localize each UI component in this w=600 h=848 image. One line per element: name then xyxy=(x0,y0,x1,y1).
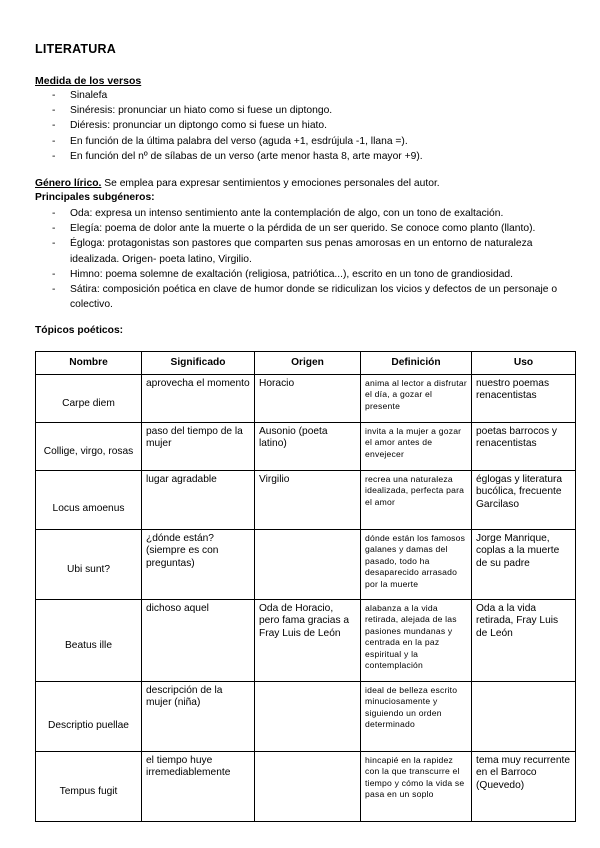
cell-definition: ideal de belleza escrito minuciosamente y siguiendo un orden determinado xyxy=(361,682,472,752)
metrics-heading: Medida de los versos xyxy=(35,75,142,87)
table-header-row xyxy=(36,352,576,375)
cell-definition: dónde están los famosos galanes y damas del pasado, todo ha desaparecido arrasado por la muerte xyxy=(361,530,472,600)
cell-name: Carpe diem xyxy=(36,375,142,423)
list-item: - En función del nº de sílabas de un verso (arte menor hasta 8, arte mayor +9). xyxy=(35,149,423,164)
cell-definition: anima al lector a disfrutar el día, a gozar el presente xyxy=(361,375,472,423)
cell-name: Locus amoenus xyxy=(36,471,142,530)
list-item: - Sinalefa xyxy=(35,88,423,103)
cell-use xyxy=(472,682,576,752)
table-row xyxy=(36,471,576,530)
cell-use: tema muy recurrente en el Barroco (Quevedo) xyxy=(472,752,576,822)
topics-heading: Tópicos poéticos: xyxy=(35,325,124,336)
list-item: - Himno: poema solemne de exaltación (religiosa, patriótica...), escrito en un tono de grandiosidad. xyxy=(35,267,575,282)
cell-name: Descriptio puellae xyxy=(36,682,142,752)
cell-origin: Oda de Horacio, pero fama gracias a Fray Luis de León xyxy=(255,600,361,682)
page-title: LITERATURA xyxy=(35,42,116,56)
column-header: Definición xyxy=(361,352,472,375)
cell-definition: alabanza a la vida retirada, alejada de las pasiones mundanas y centrada en la paz espiritual y la contemplación xyxy=(361,600,472,682)
cell-meaning: aprovecha el momento xyxy=(142,375,255,423)
cell-name: Beatus ille xyxy=(36,600,142,682)
topics-table xyxy=(35,351,576,822)
table-row xyxy=(36,375,576,423)
lyric-intro xyxy=(35,178,440,189)
cell-name: Ubi sunt? xyxy=(36,530,142,600)
list-item: - Sátira: composición poética en clave de humor donde se ridiculizan los vicios y defectos de un personaje o colectivo. xyxy=(35,282,575,312)
cell-meaning: dichoso aquel xyxy=(142,600,255,682)
cell-definition: recrea una naturaleza idealizada, perfecta para el amor xyxy=(361,471,472,530)
cell-origin: Horacio xyxy=(255,375,361,423)
table-row xyxy=(36,530,576,600)
column-header: Significado xyxy=(142,352,255,375)
cell-meaning: descripción de la mujer (niña) xyxy=(142,682,255,752)
metrics-list xyxy=(35,88,423,164)
column-header: Nombre xyxy=(36,352,142,375)
cell-origin xyxy=(255,530,361,600)
cell-origin: Ausonio (poeta latino) xyxy=(255,423,361,471)
table-row xyxy=(36,682,576,752)
list-item: - Elegía: poema de dolor ante la muerte o la pérdida de un ser querido. Se conoce como planto (llanto). xyxy=(35,221,575,236)
cell-definition: invita a la mujer a gozar el amor antes de envejecer xyxy=(361,423,472,471)
cell-meaning: lugar agradable xyxy=(142,471,255,530)
cell-meaning: paso del tiempo de la mujer xyxy=(142,423,255,471)
list-item: - Oda: expresa un intenso sentimiento ante la contemplación de algo, con un tono de exaltación. xyxy=(35,206,575,221)
cell-use: églogas y literatura bucólica, frecuente Garcilaso xyxy=(472,471,576,530)
cell-name: Tempus fugit xyxy=(36,752,142,822)
subgenres-list xyxy=(35,206,575,312)
list-item: - En función de la última palabra del verso (aguda +1, esdrújula -1, llana =). xyxy=(35,134,423,149)
column-header: Origen xyxy=(255,352,361,375)
cell-use: poetas barrocos y renacentistas xyxy=(472,423,576,471)
cell-origin: Virgilio xyxy=(255,471,361,530)
list-item: - Égloga: protagonistas son pastores que comparten sus penas amorosas en un entorno de naturaleza idealizada. Origen- poeta latino, Virgilio. xyxy=(35,236,575,266)
list-item: - Sinéresis: pronunciar un hiato como si fuese un diptongo. xyxy=(35,103,423,118)
subgenres-heading: Principales subgéneros: xyxy=(35,192,155,203)
lyric-description: Se emplea para expresar sentimientos y emociones personales del autor. xyxy=(101,178,440,189)
cell-definition: hincapié en la rapidez con la que transcurre el tiempo y cómo la vida se pasa en un soplo xyxy=(361,752,472,822)
table-row xyxy=(36,752,576,822)
table-row xyxy=(36,600,576,682)
cell-use: Jorge Manrique, coplas a la muerte de su padre xyxy=(472,530,576,600)
cell-meaning: ¿dónde están? (siempre es con preguntas) xyxy=(142,530,255,600)
cell-meaning: el tiempo huye irremediablemente xyxy=(142,752,255,822)
column-header: Uso xyxy=(472,352,576,375)
table-row xyxy=(36,423,576,471)
cell-origin xyxy=(255,752,361,822)
lyric-heading: Género lírico. xyxy=(35,178,102,189)
cell-use: nuestro poemas renacentistas xyxy=(472,375,576,423)
cell-name: Collige, virgo, rosas xyxy=(36,423,142,471)
cell-origin xyxy=(255,682,361,752)
cell-use: Oda a la vida retirada, Fray Luis de León xyxy=(472,600,576,682)
list-item: - Diéresis: pronunciar un diptongo como si fuese un hiato. xyxy=(35,118,423,133)
